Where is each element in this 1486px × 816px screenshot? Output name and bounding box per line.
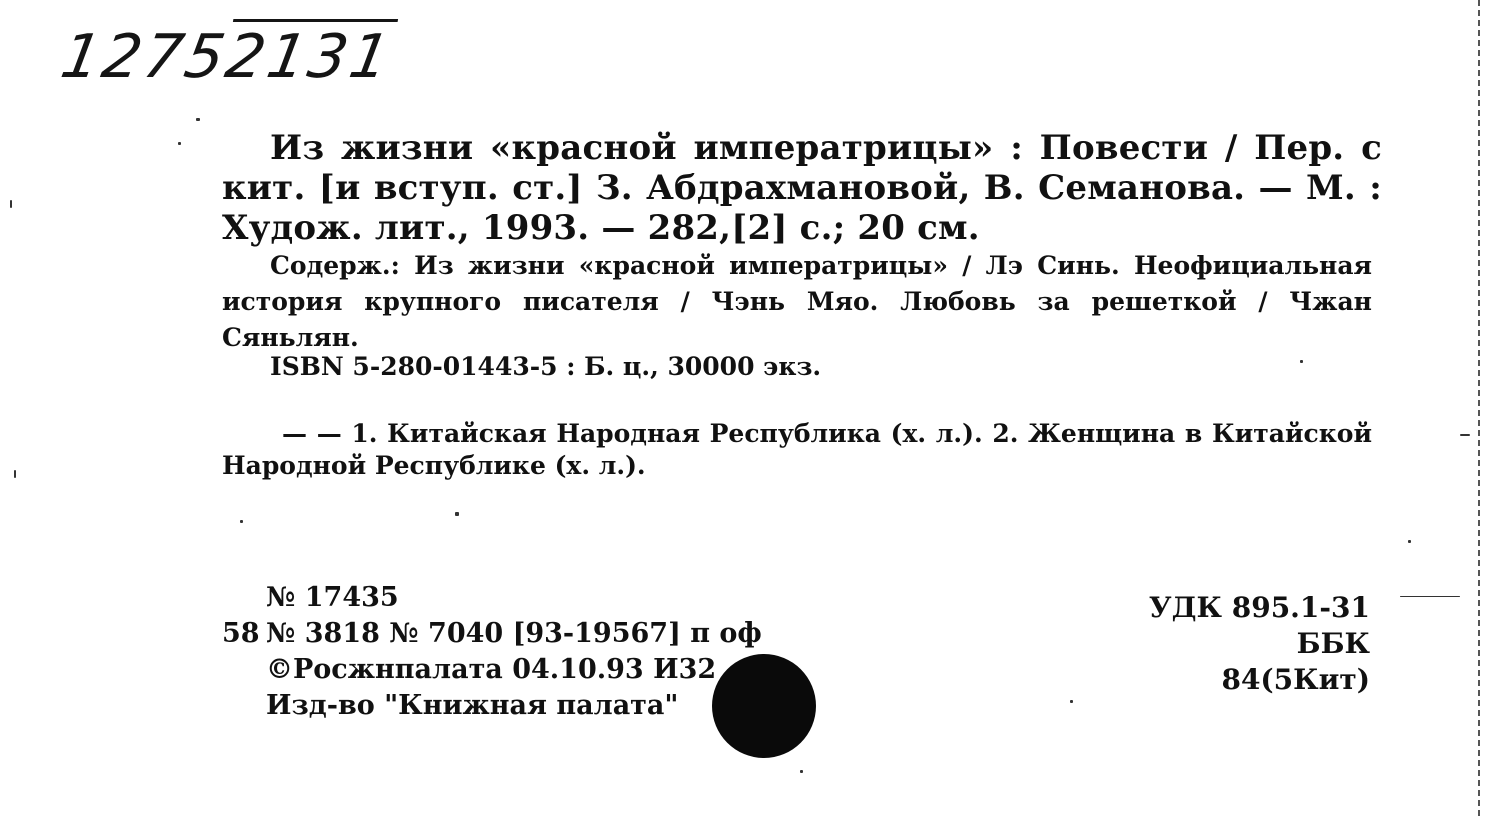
bbk-code: ББК 84(5Кит)	[1221, 627, 1370, 696]
speck	[14, 470, 16, 478]
udk-code: УДК 895.1-31	[1148, 591, 1370, 624]
speck	[1400, 596, 1460, 597]
title-block: Из жизни «красной императрицы» : Повести / Пер. с кит. [и вступ. ст.] З. Абдрахмановой, В. Семанова. — М. : Худож. лит., 1993. — 282,[2] с.; 20 см.	[222, 128, 1382, 248]
registration-block	[222, 580, 762, 724]
punch-hole	[712, 654, 816, 758]
card-edge-line	[1478, 0, 1480, 816]
speck	[196, 118, 200, 121]
speck	[1300, 360, 1303, 363]
speck	[240, 520, 243, 523]
classification-block	[1148, 590, 1370, 698]
speck	[178, 142, 181, 145]
speck	[1408, 540, 1411, 543]
speck	[800, 770, 803, 773]
handwritten-number-overlined: 2131	[220, 22, 398, 92]
handwritten-number: 1275	[55, 22, 233, 92]
handwritten-call-number	[56, 22, 398, 92]
speck	[1070, 700, 1073, 703]
speck	[1460, 434, 1470, 436]
speck	[10, 200, 12, 208]
publisher-line: Изд-во "Книжная палата"	[266, 690, 679, 721]
registration-number: № 17435	[266, 582, 399, 613]
isbn-line: ISBN 5-280-01443-5 : Б. ц., 30000 экз.	[270, 352, 822, 381]
catalog-line: № 3818 № 7040 [93-19567] п оф	[266, 618, 762, 649]
copyright-line: ©Росжнпалата 04.10.93 И32	[266, 654, 717, 685]
speck	[455, 512, 459, 516]
subject-headings: — — 1. Китайская Народная Республика (х. л.). 2. Женщина в Китайской Народной Республике (х. л.).	[222, 419, 1372, 480]
prefix-number: 58	[222, 618, 260, 649]
contents-note: Содерж.: Из жизни «красной императрицы» / Лэ Синь. Неофициальная история крупного писателя / Чэнь Мяо. Любовь за решеткой / Чжан Сяньлян.	[222, 251, 1372, 352]
